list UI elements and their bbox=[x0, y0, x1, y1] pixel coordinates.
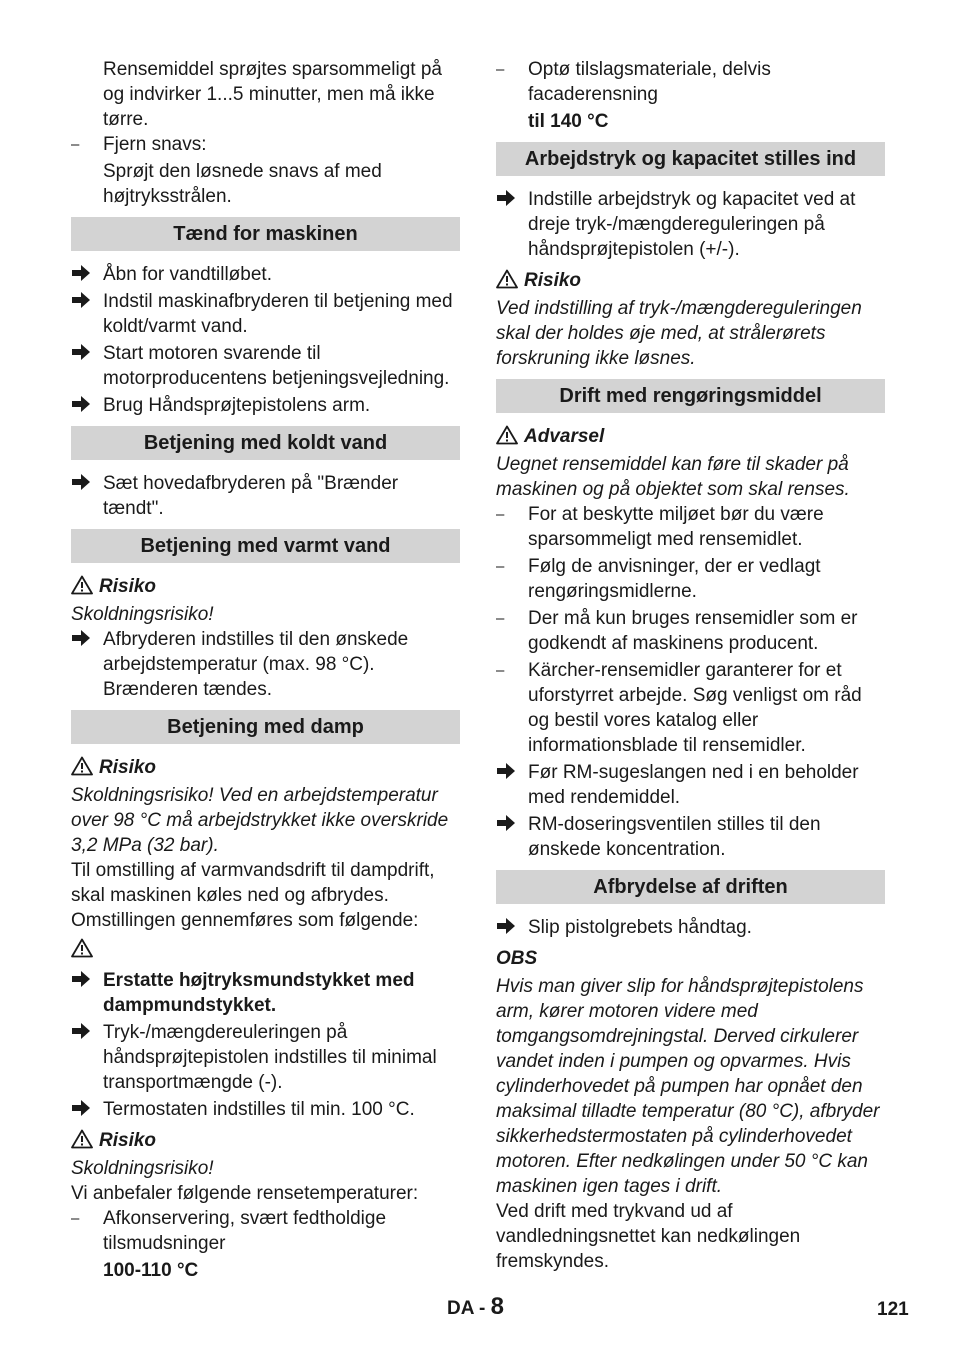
list-item: – Der må kun bruges rensemidler som er godkendt af maskinens producent. bbox=[496, 608, 858, 654]
list-item: – Fjern snavs: bbox=[71, 134, 207, 155]
warning-triangle-icon bbox=[496, 269, 518, 289]
dash-marker: – bbox=[496, 558, 505, 575]
list-item: Erstatte højtryksmundstykket med dampmundstykket. bbox=[71, 968, 460, 1018]
warning-label: Advarsel bbox=[496, 424, 885, 449]
temperature-value: til 140 °C bbox=[528, 111, 609, 132]
damp-paragraph: Til omstilling af varmvandsdrift til dampdrift, skal maskinen køles ned og afbrydes. Omstillingen gennemføres som følgende: bbox=[71, 860, 435, 931]
warning-triangle-icon bbox=[496, 425, 518, 445]
right-column bbox=[496, 57, 885, 1274]
list-item: – Følg de anvisninger, der er vedlagt rengøringsmidlerne. bbox=[496, 556, 821, 602]
arrow-right-icon bbox=[71, 1099, 91, 1117]
section-heading-afbrydelse: Afbrydelse af driften bbox=[496, 870, 885, 904]
risk-text: Ved indstilling af tryk-/mængdereguleringen skal der holdes øje med, at strålerørets forskruning ikke løsnes. bbox=[496, 298, 862, 369]
risk-label: Risiko bbox=[71, 1128, 460, 1153]
list-item: Termostaten indstilles til min. 100 °C. bbox=[71, 1097, 460, 1122]
list-item: – For at beskytte miljøet bør du være sparsommeligt med rensemidlet. bbox=[496, 504, 824, 550]
list-item: Afbryderen indstilles til den ønskede arbejdstemperatur (max. 98 °C). Brænderen tændes. bbox=[71, 627, 460, 702]
list-item: – Afkonservering, svært fedtholdige tilsmudsninger bbox=[71, 1208, 387, 1254]
left-column bbox=[71, 57, 460, 1283]
page-number: 121 bbox=[877, 1299, 909, 1320]
dash-marker: – bbox=[496, 610, 505, 627]
obs-label: OBS bbox=[496, 948, 538, 969]
dash-marker: – bbox=[71, 1210, 80, 1227]
dash-marker: – bbox=[496, 61, 505, 78]
warning-text: Uegnet rensemiddel kan føre til skader på maskinen og på objektet som skal renses. bbox=[496, 454, 850, 500]
dash-marker: – bbox=[496, 662, 505, 679]
arrow-right-icon bbox=[496, 762, 516, 780]
arrow-right-icon bbox=[71, 473, 91, 491]
list-item: Slip pistolgrebets håndtag. bbox=[496, 915, 885, 940]
risk-text: Skoldningsrisiko! Ved en arbejdstemperatur over 98 °C må arbejdstrykket ikke overskride 3,2 MPa (32 bar). bbox=[71, 785, 449, 856]
list-item: RM-doseringsventilen stilles til den ønskede koncentration. bbox=[496, 812, 885, 862]
final-paragraph: Ved drift med trykvand ud af vandledningsnettet kan nedkølingen fremskyndes. bbox=[496, 1201, 801, 1272]
temperature-value: 100-110 °C bbox=[103, 1260, 199, 1281]
arrow-right-icon bbox=[71, 629, 91, 647]
list-item: Sæt hovedafbryderen på "Brænder tændt". bbox=[71, 471, 460, 521]
risk-label: Risiko bbox=[71, 755, 460, 780]
list-item: Før RM-sugeslangen ned i en beholder med rendemiddel. bbox=[496, 760, 885, 810]
arrow-right-icon bbox=[71, 291, 91, 309]
arrow-right-icon bbox=[71, 395, 91, 413]
warning-triangle-icon bbox=[71, 756, 93, 776]
section-heading-taend: Tænd for maskinen bbox=[71, 217, 460, 251]
obs-text: Hvis man giver slip for håndsprøjtepistolens arm, kører motoren videre med tomgangsomdrejningstal. Derved cirkulerer vandet inden i pumpen og opvarmes. Hvis cylinderhovedet på pumpen har opnået den maksimal tilladte temperatur (80 °C), afbryder sikkerhedstermostaten på cylinderhovedet motoren. Efter nedkølingen under 50 °C kan maskinen igen tages i drift. bbox=[496, 976, 880, 1197]
list-item: – Kärcher-rensemidler garanterer for et uforstyrret arbejde. Søg venligst om råd og bestil vores katalog eller informationsblade til rensemidler. bbox=[496, 660, 862, 756]
arrow-right-icon bbox=[496, 917, 516, 935]
arrow-right-icon bbox=[71, 1022, 91, 1040]
risk-label: Risiko bbox=[71, 574, 460, 599]
risk-label: Risiko bbox=[496, 268, 885, 293]
arrow-right-icon bbox=[71, 343, 91, 361]
intro-text: Rensemiddel sprøjtes sparsommeligt på og indvirker 1...5 minutter, men må ikke tørre. bbox=[103, 59, 442, 130]
dash-marker: – bbox=[71, 136, 80, 153]
section-heading-arbejdstryk: Arbejdstryk og kapacitet stilles ind bbox=[496, 142, 885, 176]
list-item: Åbn for vandtilløbet. bbox=[71, 262, 460, 287]
list-item: Indstille arbejdstryk og kapacitet ved at dreje tryk-/mængdereguleringen på håndsprøjtepistolen (+/-). bbox=[496, 187, 885, 262]
list-item: Tryk-/mængdereuleringen på håndsprøjtepistolen indstilles til minimal transportmængde (-). bbox=[71, 1020, 460, 1095]
footer-section-label: DA - 8 bbox=[447, 1293, 504, 1320]
list-item: Brug Håndsprøjtepistolens arm. bbox=[71, 393, 460, 418]
warning-triangle-icon bbox=[71, 1129, 93, 1149]
risk-text: Skoldningsrisiko! bbox=[71, 604, 214, 625]
list-item: Indstil maskinafbryderen til betjening med koldt/varmt vand. bbox=[71, 289, 460, 339]
instruction-text: Sprøjt den løsnede snavs af med højtryksstrålen. bbox=[103, 161, 382, 207]
list-item: – Optø tilslagsmateriale, delvis facaderensning bbox=[496, 59, 771, 105]
arrow-right-icon bbox=[71, 970, 91, 988]
section-heading-varmt: Betjening med varmt vand bbox=[71, 529, 460, 563]
risk-text: Skoldningsrisiko! bbox=[71, 1158, 214, 1179]
warning-triangle-icon bbox=[71, 575, 93, 595]
warning-triangle-icon bbox=[71, 938, 93, 958]
taend-list bbox=[71, 262, 460, 418]
section-heading-drift: Drift med rengøringsmiddel bbox=[496, 379, 885, 413]
arrow-right-icon bbox=[496, 814, 516, 832]
section-heading-koldt: Betjening med koldt vand bbox=[71, 426, 460, 460]
temperature-intro: Vi anbefaler følgende rensetemperaturer: bbox=[71, 1183, 419, 1204]
list-item: Start motoren svarende til motorproducentens betjeningsvejledning. bbox=[71, 341, 460, 391]
arrow-right-icon bbox=[496, 189, 516, 207]
dash-marker: – bbox=[496, 506, 505, 523]
section-heading-damp: Betjening med damp bbox=[71, 710, 460, 744]
arrow-right-icon bbox=[71, 264, 91, 282]
